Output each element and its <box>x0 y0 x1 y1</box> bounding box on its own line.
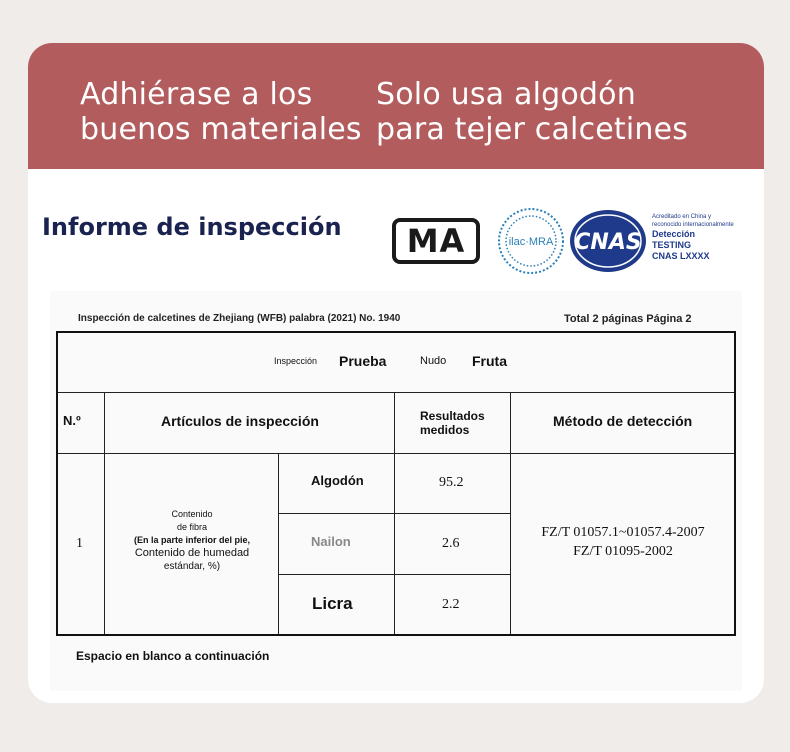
row-divider <box>58 453 734 454</box>
ilac-logo-text: ilac·MRA <box>508 236 554 248</box>
inspection-report-document <box>50 291 742 691</box>
cma-logo <box>392 218 480 264</box>
cnas-big-line1: Detección <box>652 229 696 239</box>
node-value: Fruta <box>472 353 507 369</box>
material-nylon: Nailon <box>311 534 351 549</box>
ilac-mra-logo <box>496 206 566 276</box>
cnas-big-line3: CNAS LXXXX <box>652 251 710 261</box>
cnas-small-line2: reconocido internacionalmente <box>652 222 734 228</box>
cnas-small-line1: Acreditado en China y <box>652 214 712 220</box>
col-divider <box>104 392 105 634</box>
column-header-results: Resultados medidos <box>420 409 485 437</box>
method-line2: FZ/T 01095-2002 <box>573 544 673 559</box>
result-cotton: 95.2 <box>439 475 464 490</box>
content-line1: Contenido <box>171 509 213 519</box>
result-nylon: 2.6 <box>442 536 460 551</box>
method-line1: FZ/T 01057.1~01057.4-2007 <box>541 525 705 540</box>
col-divider <box>510 392 511 634</box>
content-card <box>28 43 764 703</box>
detection-method <box>512 523 734 561</box>
cnas-logo-text: CNAS <box>574 230 642 255</box>
fiber-content-description <box>106 508 278 573</box>
result-lycra: 2.2 <box>442 597 460 612</box>
column-header-no: N.º <box>63 413 81 428</box>
banner-right-line1: Solo usa algodón <box>376 77 636 112</box>
section-title: Informe de inspección <box>42 213 342 241</box>
inspection-label: Inspección <box>274 356 318 366</box>
cnas-logo <box>568 208 648 274</box>
column-header-method: Método de detección <box>553 413 693 429</box>
page-indicator: Total 2 páginas Página 2 <box>564 313 692 325</box>
material-lycra: Licra <box>312 594 353 613</box>
header-banner <box>28 43 764 169</box>
node-label: Nudo <box>420 355 447 367</box>
material-cotton: Algodón <box>311 473 364 488</box>
banner-slogan-right <box>376 77 688 147</box>
certification-logos <box>390 206 750 278</box>
inspection-value: Prueba <box>339 353 387 369</box>
cnas-accreditation-text <box>652 213 734 262</box>
inspection-table <box>56 331 736 636</box>
content-line4: Contenido de humedad <box>134 547 250 559</box>
col-divider <box>278 453 279 634</box>
content-line3: (En la parte inferior del pie, <box>133 535 251 545</box>
row-divider <box>58 392 734 393</box>
row-number: 1 <box>76 536 83 551</box>
cma-logo-text: MA <box>406 222 466 260</box>
report-reference: Inspección de calcetines de Zhejiang (WFB) palabra (2021) No. 1940 <box>78 313 401 324</box>
banner-left-line1: Adhiérase a los <box>80 77 313 112</box>
column-header-items: Artículos de inspección <box>161 413 319 429</box>
content-line5: estándar, %) <box>163 561 221 572</box>
banner-right-line2: para tejer calcetines <box>376 112 689 147</box>
cnas-big-line2: TESTING <box>652 240 692 250</box>
banner-left-line2: buenos materiales <box>80 112 362 147</box>
content-line2: de fibra <box>176 522 208 532</box>
col-divider <box>394 392 395 634</box>
footer-note: Espacio en blanco a continuación <box>76 649 270 663</box>
banner-slogan-left <box>80 77 362 147</box>
